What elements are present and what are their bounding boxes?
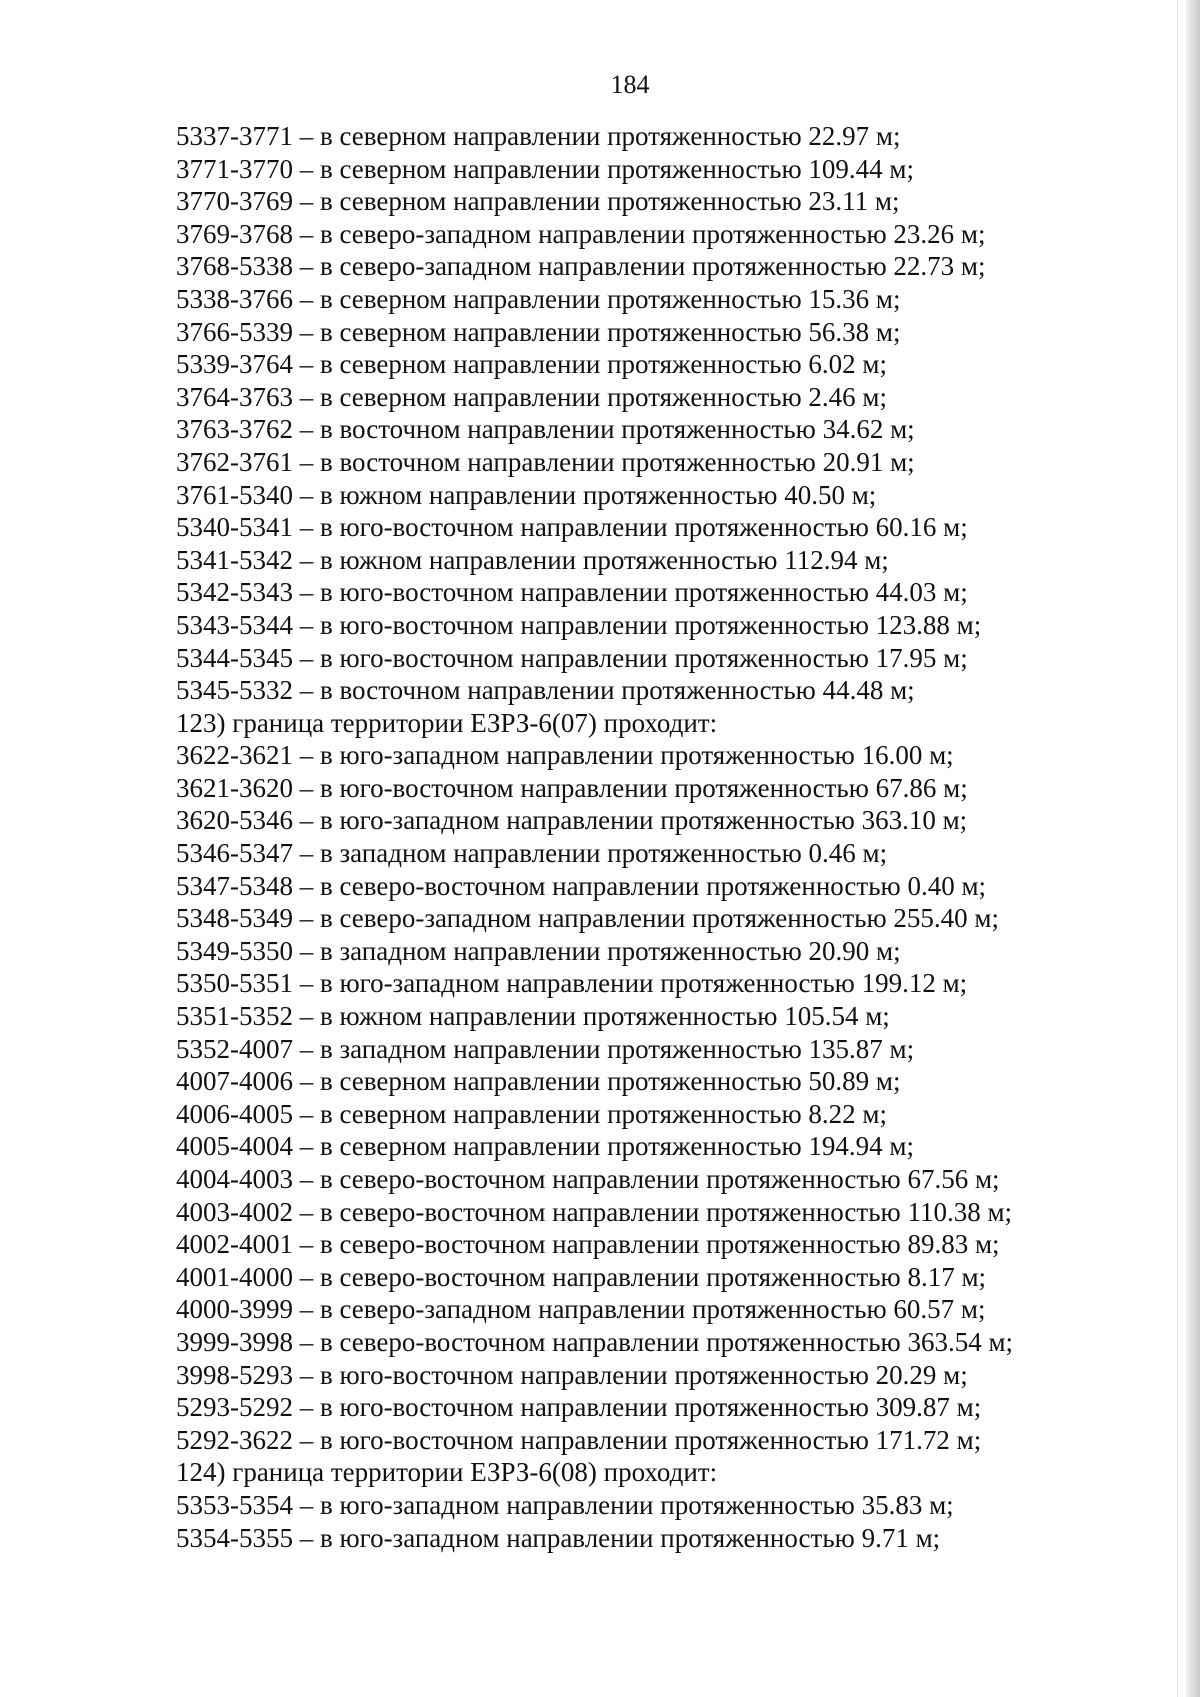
text-line: 5351-5352 – в южном направлении протяженностью 105.54 м; (176, 1001, 890, 1032)
text-line: 3998-5293 – в юго-восточном направлении протяженностью 20.29 м; (176, 1359, 968, 1390)
text-line: 4003-4002 – в северо-восточном направлении протяженностью 110.38 м; (176, 1196, 1013, 1227)
text-line: 5346-5347 – в западном направлении протяженностью 0.46 м; (176, 838, 888, 869)
text-line: 4000-3999 – в северо-западном направлении протяженностью 60.57 м; (176, 1294, 986, 1325)
text-line: 4006-4005 – в северном направлении протяженностью 8.22 м; (176, 1098, 888, 1129)
text-line: 124) граница территории ЕЗРЗ-6(08) проходит: (176, 1457, 718, 1488)
text-line: 5337-3771 – в северном направлении протяженностью 22.97 м; (176, 121, 901, 151)
text-line: 5343-5344 – в юго-восточном направлении протяженностью 123.88 м; (176, 609, 982, 640)
text-line: 3620-5346 – в юго-западном направлении протяженностью 363.10 м; (176, 805, 968, 836)
text-line: 5353-5354 – в юго-западном направлении протяженностью 35.83 м; (176, 1489, 954, 1520)
scan-edge (1186, 0, 1200, 1697)
page-number: 184 (610, 70, 650, 99)
text-line: 4007-4006 – в северном направлении протяженностью 50.89 м; (176, 1066, 901, 1097)
text-line: 5344-5345 – в юго-восточном направлении протяженностью 17.95 м; (176, 642, 968, 673)
text-line: 5341-5342 – в южном направлении протяженностью 112.94 м; (176, 544, 889, 575)
text-line: 3770-3769 – в северном направлении протяженностью 23.11 м; (176, 186, 900, 217)
text-line: 4005-4004 – в северном направлении протяженностью 194.94 м; (176, 1131, 915, 1162)
text-line: 3761-5340 – в южном направлении протяженностью 40.50 м; (176, 479, 877, 510)
text-line: 3621-3620 – в юго-восточном направлении протяженностью 67.86 м; (176, 772, 968, 803)
text-line: 5342-5343 – в юго-восточном направлении протяженностью 44.03 м; (176, 577, 968, 608)
text-line: 3762-3761 – в восточном направлении протяженностью 20.91 м; (176, 446, 915, 477)
text-line: 3768-5338 – в северо-западном направлении протяженностью 22.73 м; (176, 251, 986, 282)
scan-edge-line (1177, 0, 1178, 1697)
document-body (176, 120, 1106, 1554)
text-line: 5347-5348 – в северо-восточном направлении протяженностью 0.40 м; (176, 870, 987, 901)
text-line: 5338-3766 – в северном направлении протяженностью 15.36 м; (176, 283, 901, 314)
text-line: 3769-3768 – в северо-западном направлении протяженностью 23.26 м; (176, 218, 986, 249)
text-line: 3622-3621 – в юго-западном направлении протяженностью 16.00 м; (176, 740, 954, 771)
text-line: 5348-5349 – в северо-западном направлении протяженностью 255.40 м; (176, 903, 999, 934)
text-line: 5340-5341 – в юго-восточном направлении протяженностью 60.16 м; (176, 512, 968, 543)
text-line: 5352-4007 – в западном направлении протяженностью 135.87 м; (176, 1033, 915, 1064)
text-line: 123) граница территории ЕЗРЗ-6(07) проходит: (176, 707, 718, 738)
text-line: 4002-4001 – в северо-восточном направлении протяженностью 89.83 м; (176, 1229, 1000, 1260)
text-line: 3999-3998 – в северо-восточном направлении протяженностью 363.54 м; (176, 1326, 1014, 1357)
text-line: 5293-5292 – в юго-восточном направлении протяженностью 309.87 м; (176, 1392, 982, 1423)
text-line: 3763-3762 – в восточном направлении протяженностью 34.62 м; (176, 414, 915, 445)
text-line: 4001-4000 – в северо-восточном направлении протяженностью 8.17 м; (176, 1261, 987, 1292)
text-line: 5339-3764 – в северном направлении протяженностью 6.02 м; (176, 349, 888, 380)
text-line: 5349-5350 – в западном направлении протяженностью 20.90 м; (176, 935, 901, 966)
text-line: 5292-3622 – в юго-восточном направлении протяженностью 171.72 м; (176, 1424, 982, 1455)
text-line: 5345-5332 – в восточном направлении протяженностью 44.48 м; (176, 675, 915, 706)
text-line: 4004-4003 – в северо-восточном направлении протяженностью 67.56 м; (176, 1164, 1000, 1194)
text-line: 3771-3770 – в северном направлении протяженностью 109.44 м; (176, 153, 915, 184)
text-line: 3764-3763 – в северном направлении протяженностью 2.46 м; (176, 381, 888, 412)
text-line: 3766-5339 – в северном направлении протяженностью 56.38 м; (176, 316, 901, 347)
text-line: 5350-5351 – в юго-западном направлении протяженностью 199.12 м; (176, 968, 968, 999)
text-line: 5354-5355 – в юго-западном направлении протяженностью 9.71 м; (176, 1522, 941, 1553)
